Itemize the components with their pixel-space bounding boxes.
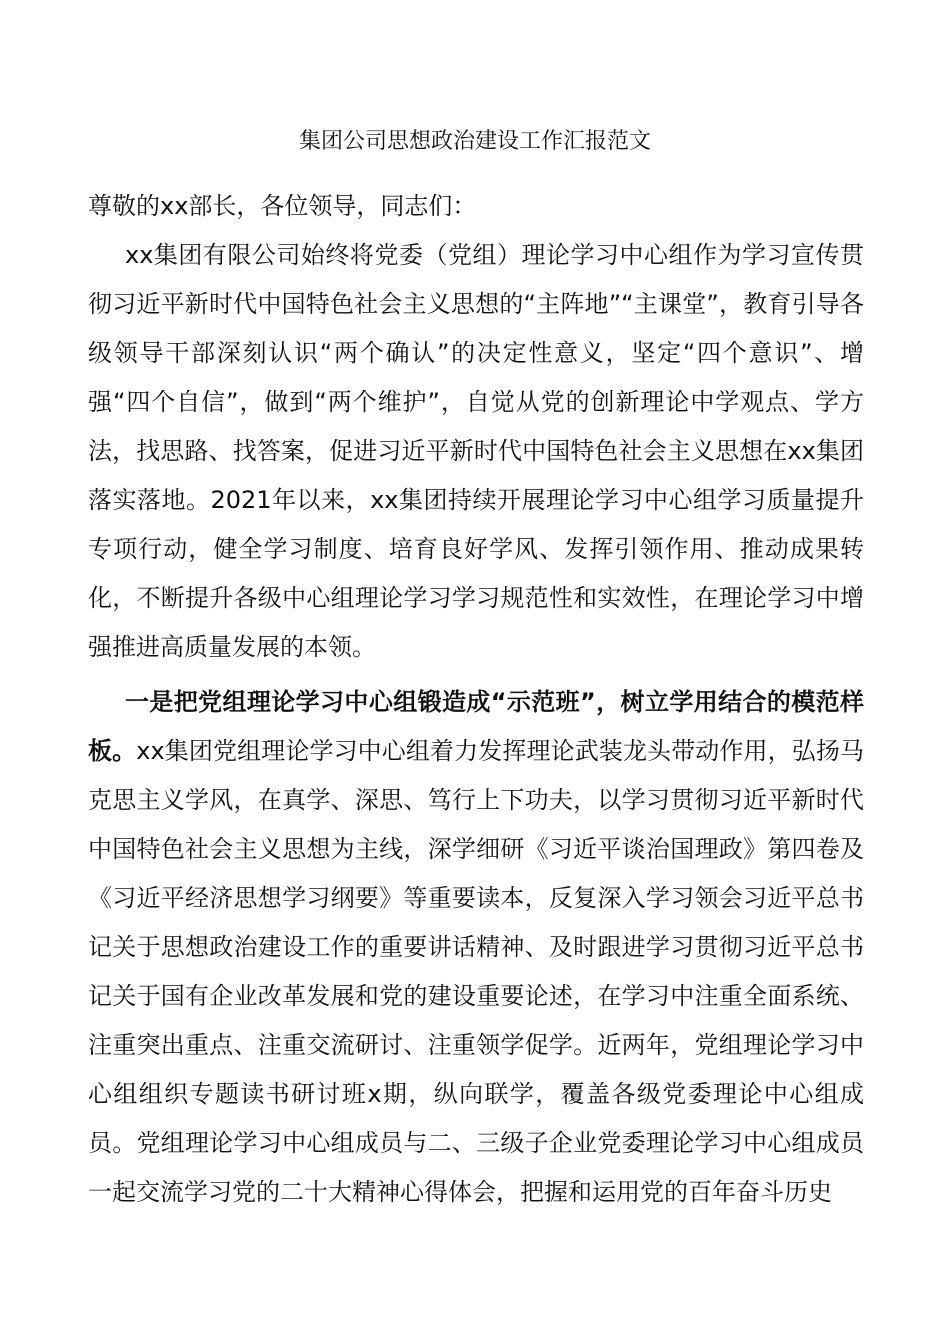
document-title: 集团公司思想政治建设工作汇报范文 — [298, 129, 651, 154]
paragraph-intro: xx集团有限公司始终将党委（党组）理论学习中心组作为学习宣传贯彻习近平新时代中国特色社会主义思想的“主阵地”“主课堂”，教育引导各级领导干部深刻认识“两个确认”的决定性意义，坚定“四个意识”、增强“四个自信”，做到“两个维护”，自觉从党的创新理论中学观点、学方法，找思路、找答案，促进习近平新时代中国特色社会主义思想在xx集团落实落地。2021年以来，xx集团持续开展理论学习中心组学习质量提升专项行动，健全学习制度、培育良好学风、发挥引领作用、推动成果转化，不断提升各级中心组理论学习学习规范性和实效性，在理论学习中增强推进高质量发展的本领。 — [88, 241, 864, 661]
section-one-heading: 一是把党组理论学习中心组锻造成“示范班”，树立学用结合的模范样板。 — [88, 688, 864, 765]
paragraph-section-one — [88, 678, 864, 1217]
section-one-body: xx集团党组理论学习中心组着力发挥理论武装龙头带动作用，弘扬马克思主义学风，在真学、深思、笃行上下功夫，以学习贯彻习近平新时代中国特色社会主义思想为主线，深学细研《习近平谈治国理政》第四卷及《习近平经济思想学习纲要》等重要读本，反复深入学习领会习近平总书记关于思想政治建设工作的重要讲话精神、及时跟进学习贯彻习近平总书记关于国有企业改革发展和党的建设重要论述，在学习中注重全面系统、注重突出重点、注重交流研讨、注重领学促学。近两年，党组理论学习中心组组织专题读书研讨班x期，纵向联学，覆盖各级党委理论中心组成员。党组理论学习中心组成员与二、三级子企业党委理论学习中心组成员一起交流学习党的二十大精神心得体会，把握和运用党的百年奋斗历史 — [88, 737, 865, 1206]
salutation: 尊敬的xx部长，各位领导，同志们： — [88, 192, 477, 220]
document-body — [88, 182, 864, 1217]
